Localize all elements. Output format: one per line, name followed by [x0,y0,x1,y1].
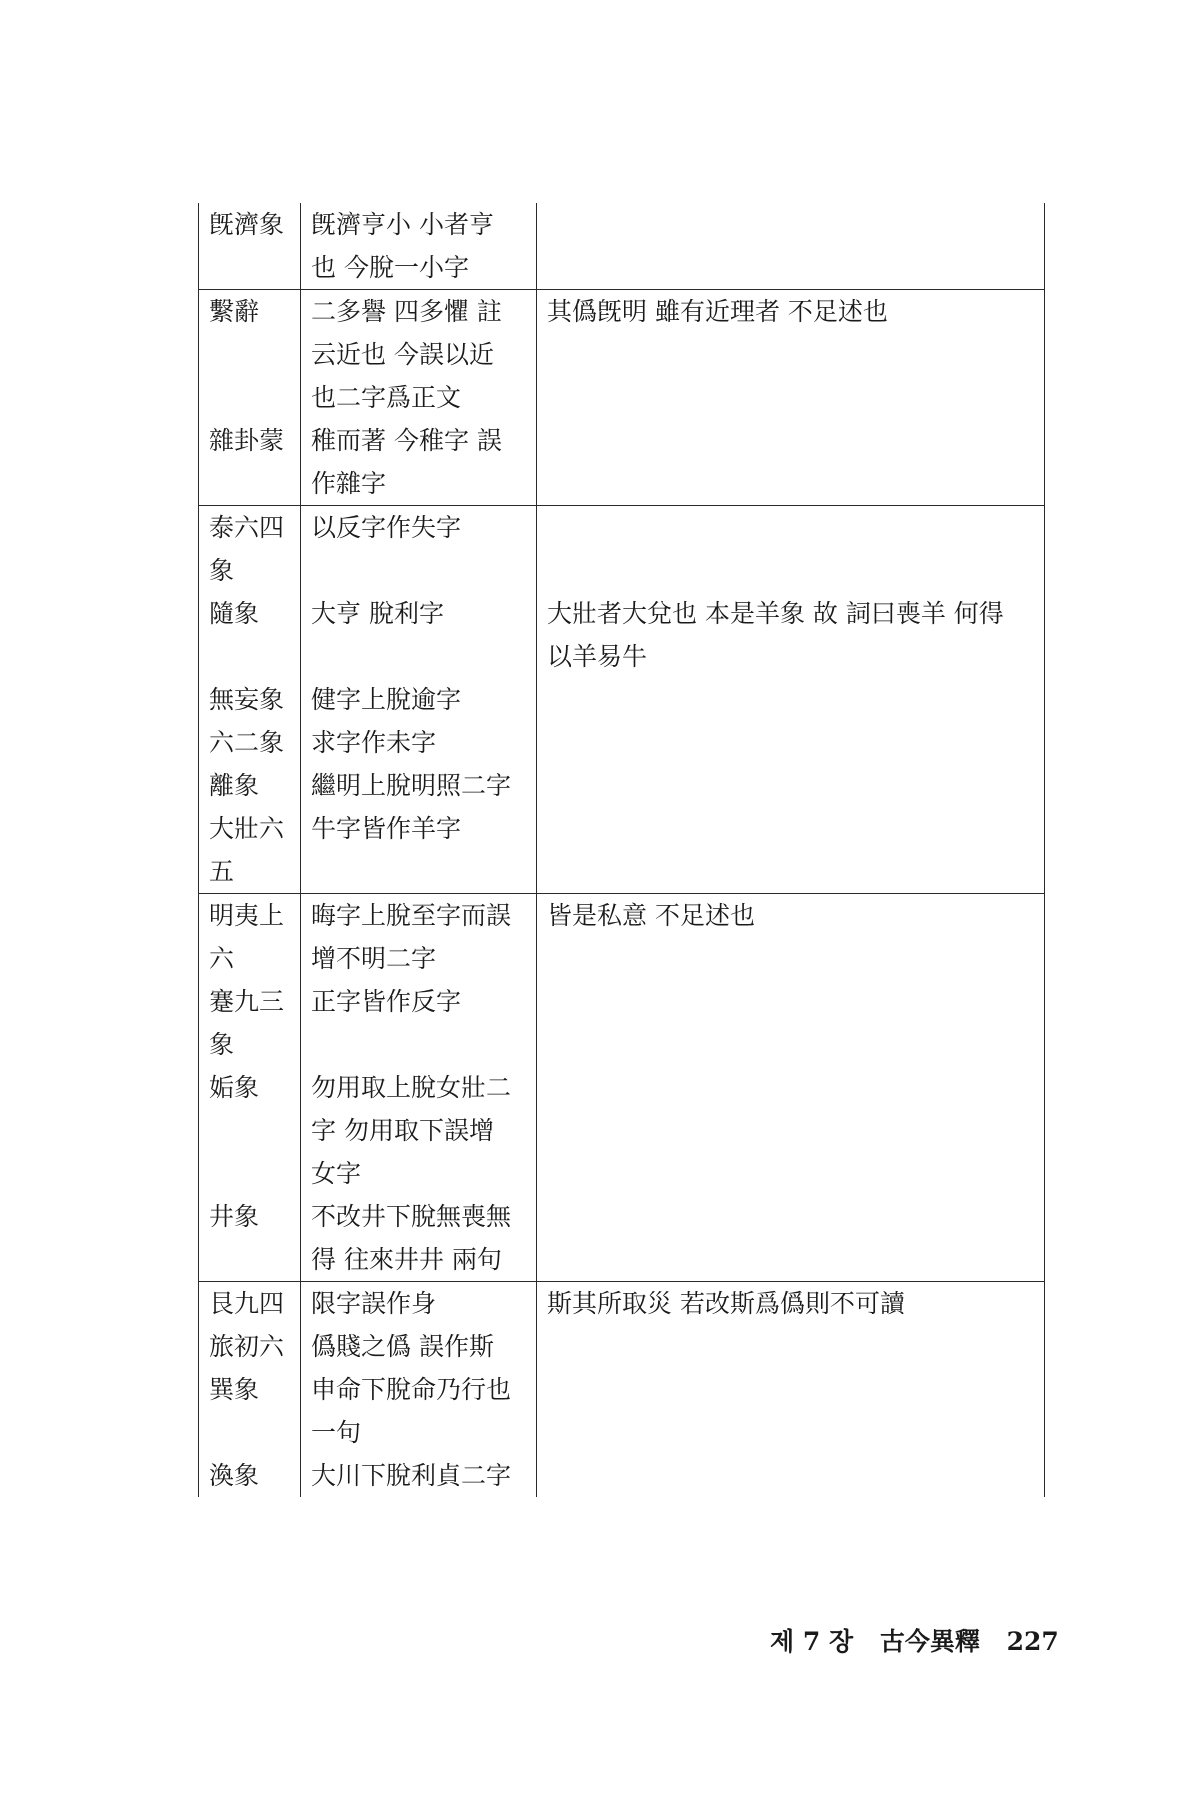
section-label: 旣濟象 [209,210,285,239]
section-label: 象 [209,1030,235,1059]
table-row [199,506,1045,894]
comment-text: 斯其所取災 若改斯爲僞則不可讀 [547,1289,905,1318]
section-label: 隨象 [209,599,260,628]
variant-text: 也 今脫一小字 [311,253,469,282]
section-label: 旅初六 [209,1332,285,1361]
table-row [199,290,1045,506]
section-label [209,376,290,419]
table-row [199,203,1045,290]
section-label: 六 [209,944,235,973]
variant-text: 二多譽 四多懼 註 [311,297,502,326]
variant-text: 女字 [311,1159,362,1188]
variant-text: 云近也 今誤以近 [311,340,494,369]
variant-text: 大亨 脫利字 [311,599,444,628]
section-label: 象 [209,556,235,585]
variant-text: 求字作未字 [311,728,437,757]
section-label: 繫辭 [209,297,260,326]
variant-text [311,549,526,592]
variant-text: 也二字爲正文 [311,383,462,412]
variant-commentary-table [198,203,1045,1497]
section-label [209,333,290,376]
section-label [209,1109,290,1152]
variant-text: 大川下脫利貞二字 [311,1461,512,1490]
section-cell [199,290,301,506]
section-cell [199,203,301,290]
section-label: 離象 [209,771,260,800]
section-label: 渙象 [209,1461,260,1490]
variant-text: 旣濟亨小 小者亨 [311,210,494,239]
variant-text: 字 勿用取下誤增 [311,1116,494,1145]
variant-text: 勿用取上脫女壯二 [311,1073,512,1102]
variant-text: 牛字皆作羊字 [311,814,462,843]
section-cell [199,894,301,1282]
section-cell [199,1282,301,1498]
section-label: 艮九四 [209,1289,285,1318]
section-label [209,1238,290,1281]
section-label: 泰六四 [209,513,285,542]
variant-text: 晦字上脫至字而誤 [311,901,512,930]
page-number: 227 [1006,1627,1059,1656]
variant-text: 稚而著 今稚字 誤 [311,426,502,455]
section-label: 蹇九三 [209,987,285,1016]
section-label: 雜卦蒙 [209,426,285,455]
variant-text [311,635,526,678]
section-label [209,1152,290,1195]
section-label: 姤象 [209,1073,260,1102]
section-label: 五 [209,857,235,886]
comment-cell [537,894,1045,1282]
table-body [199,203,1045,1497]
comment-cell [537,506,1045,894]
comment-text: 皆是私意 不足述也 [547,901,755,930]
comment-text: 以羊易牛 [547,642,648,671]
page-footer [770,1622,1059,1658]
variant-text: 以反字作失字 [311,513,462,542]
comment-cell [537,1282,1045,1498]
comment-text [547,506,1034,549]
section-label [209,1411,290,1454]
variant-text: 正字皆作反字 [311,987,462,1016]
comment-text: 其僞旣明 雖有近理者 不足述也 [547,297,888,326]
comment-text: 大壯者大兌也 本是羊象 故 詞曰喪羊 何得 [547,599,1004,628]
comment-text [547,549,1034,592]
variant-cell [301,290,537,506]
variant-text: 健字上脫逾字 [311,685,462,714]
section-label: 大壯六 [209,814,285,843]
variant-text: 得 往來井井 兩句 [311,1245,502,1274]
comment-cell [537,290,1045,506]
variant-text [311,850,526,893]
section-label [209,635,290,678]
section-label [209,462,290,505]
variant-text: 增不明二字 [311,944,437,973]
variant-text: 作雜字 [311,469,387,498]
variant-text: 一句 [311,1418,362,1447]
section-label: 巽象 [209,1375,260,1404]
section-label: 井象 [209,1202,260,1231]
comment-text [547,203,1034,246]
section-label [209,246,290,289]
variant-cell [301,506,537,894]
section-cell [199,506,301,894]
comment-cell [537,203,1045,290]
variant-cell [301,894,537,1282]
section-label: 明夷上 [209,901,285,930]
variant-text: 不改井下脫無喪無 [311,1202,512,1231]
variant-text: 僞賤之僞 誤作斯 [311,1332,494,1361]
variant-text: 限字誤作身 [311,1289,437,1318]
section-label: 無妄象 [209,685,285,714]
chapter-title: 古今異釋 [879,1627,980,1656]
table-row [199,1282,1045,1498]
variant-text: 申命下脫命乃行也 [311,1375,512,1404]
variant-cell [301,203,537,290]
section-label: 六二象 [209,728,285,757]
variant-text [311,1023,526,1066]
variant-text: 繼明上脫明照二字 [311,771,512,800]
variant-cell [301,1282,537,1498]
table-row [199,894,1045,1282]
chapter-label: 제 7 장 [770,1627,854,1656]
